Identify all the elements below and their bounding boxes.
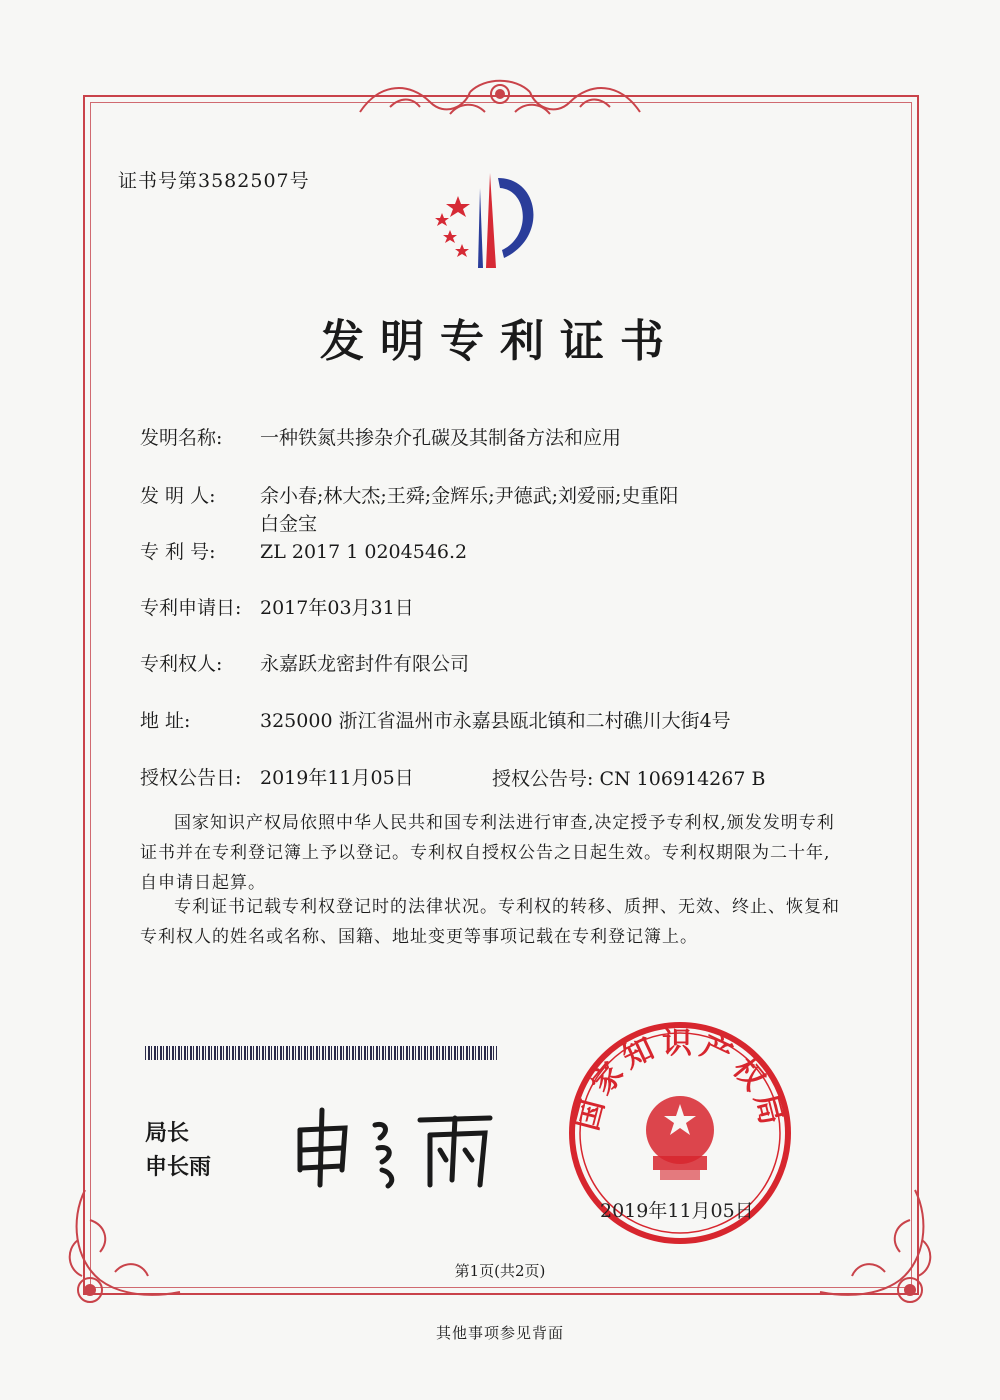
- page-number: 第1页(共2页): [454, 1262, 546, 1280]
- director-title: 局长: [145, 1121, 190, 1146]
- patent-office-logo-icon: [420, 158, 560, 288]
- field-label: 地 址:: [140, 710, 191, 732]
- field-value: 2017年03月31日: [260, 597, 414, 619]
- bottom-right-ornament-icon: [790, 1180, 940, 1320]
- field-value: 2019年11月05日: [260, 767, 414, 789]
- field-label: 发明名称:: [140, 427, 223, 449]
- field-value: 永嘉跃龙密封件有限公司: [260, 653, 470, 675]
- field-patent-number: [140, 538, 467, 566]
- field-inventors: [140, 482, 678, 538]
- field-grant-publication-number: [492, 764, 765, 791]
- field-invention-name: [140, 424, 621, 452]
- statement-paragraph-1: 国家知识产权局依照中华人民共和国专利法进行审查,决定授予专利权,颁发发明专利证书并在专利登记簿上予以登记。专利权自授权公告之日起生效。专利权期限为二十年,自申请日起算。: [140, 813, 835, 893]
- field-label: 专利权人:: [140, 653, 223, 675]
- barcode: [145, 1046, 497, 1060]
- field-value: ZL 2017 1 0204546.2: [260, 541, 468, 563]
- field-application-date: [140, 594, 414, 622]
- top-ornament-icon: [350, 72, 650, 124]
- page-title: 发明专利证书: [320, 316, 680, 367]
- field-grant-date: [140, 764, 414, 792]
- field-label: 授权公告日:: [140, 767, 242, 789]
- field-label: 授权公告号:: [492, 768, 594, 790]
- director-block: [145, 1117, 211, 1185]
- seal-date: 2019年11月05日: [600, 1200, 754, 1222]
- field-value-continued: 白金宝: [260, 513, 318, 535]
- director-signature-icon: [290, 1100, 500, 1190]
- field-label: 专利申请日:: [140, 597, 242, 619]
- bottom-left-ornament-icon: [60, 1180, 210, 1320]
- field-label: 发 明 人:: [140, 485, 216, 507]
- director-name: 申长雨: [145, 1155, 212, 1180]
- field-label: 专 利 号:: [140, 541, 216, 563]
- statement-paragraph-2: 专利证书记载专利权登记时的法律状况。专利权的转移、质押、无效、终止、恢复和专利权人的姓名或名称、国籍、地址变更等事项记载在专利登记簿上。: [140, 897, 840, 947]
- field-value: 325000 浙江省温州市永嘉县瓯北镇和二村礁川大街4号: [260, 710, 731, 732]
- certificate-number: 证书号第3582507号: [118, 170, 310, 192]
- field-value: 余小春;林大杰;王舜;金辉乐;尹德武;刘爱丽;史重阳: [260, 485, 679, 507]
- field-value: 一种铁氮共掺杂介孔碳及其制备方法和应用: [260, 427, 622, 449]
- field-patentee: [140, 650, 469, 678]
- footer-note: 其他事项参见背面: [435, 1324, 564, 1342]
- seal-text: 国家知识产权局: [569, 1026, 791, 1134]
- field-value: CN 106914267 B: [599, 768, 766, 790]
- field-address: [140, 707, 731, 735]
